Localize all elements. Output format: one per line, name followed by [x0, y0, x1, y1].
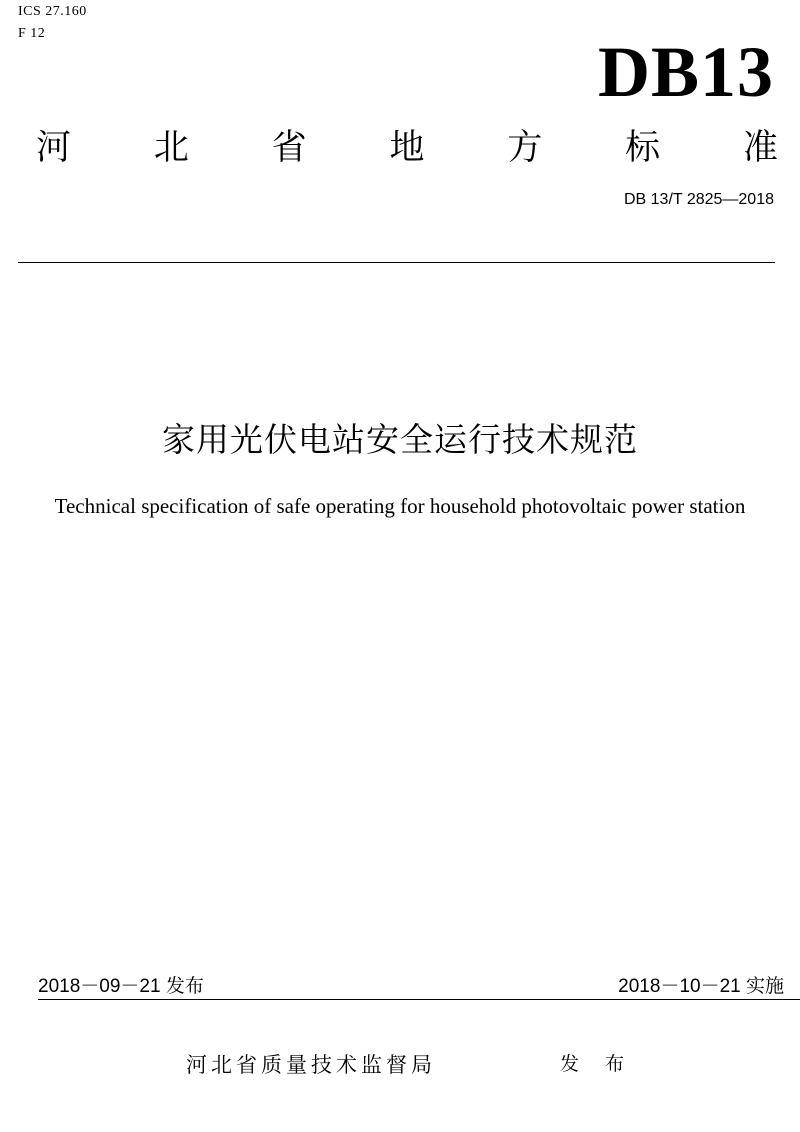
category-char: 准 — [742, 127, 778, 168]
classification-code: F 12 — [18, 26, 46, 41]
publisher: 河北省质量技术监督局 — [186, 1053, 436, 1077]
category-char: 方 — [507, 127, 543, 168]
category-char: 北 — [153, 127, 189, 168]
footer-divider — [38, 999, 800, 1000]
standard-number: DB 13/T 2825—2018 — [623, 191, 774, 208]
standard-code-logo: DB13 — [597, 32, 774, 112]
category-char: 省 — [271, 127, 307, 168]
standard-category — [36, 126, 778, 170]
category-char: 河 — [36, 127, 72, 168]
document-title-cn: 家用光伏电站安全运行技术规范 — [162, 420, 638, 459]
issue-date: 2018－09－21 发布 — [38, 976, 204, 997]
implementation-date: 2018－10－21 实施 — [618, 976, 784, 997]
category-char: 地 — [389, 127, 425, 168]
document-title-en: Technical specification of safe operating for household photovoltaic power station — [54, 494, 746, 518]
header-divider — [18, 262, 775, 263]
ics-code: ICS 27.160 — [18, 4, 87, 19]
publish-label: 发 布 — [560, 1053, 635, 1075]
category-char: 标 — [625, 127, 661, 168]
